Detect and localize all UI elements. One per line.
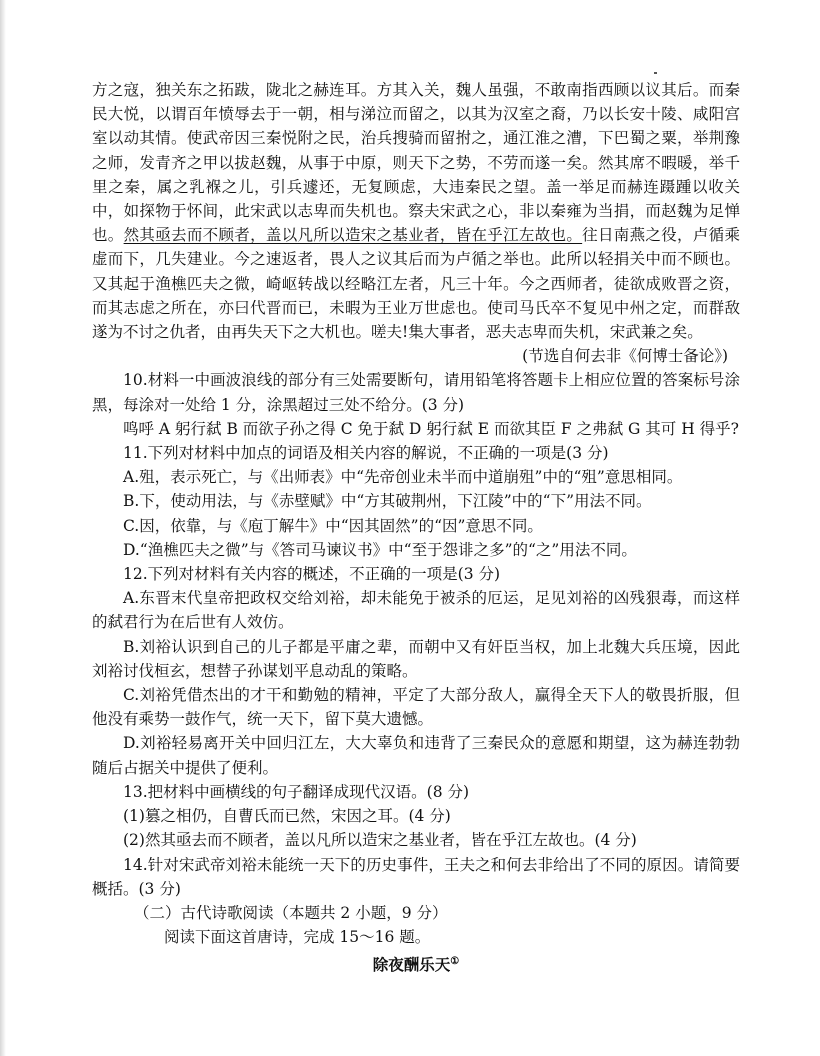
section-heading: （二）古代诗歌阅读（本题共 2 小题，9 分） — [134, 903, 448, 922]
poem-title — [92, 953, 740, 977]
q11-stem: 11.下列对材料中加点的词语及相关内容的解说，不正确的一项是(3 分) — [123, 444, 609, 463]
passage-text-after: 往日南燕之役，卢循乘虚而下，几失建业。今之速返者，畏人之议其后而为卢循之举也。此所以轻捐关中而不顾也。又其起于渔樵匹夫之微，崎岖转战以经略江左者，凡三十年。今之西师者，徒欲成败晋之资，而其志虑之所在，亦曰代晋而已，未暇为王业万世虑也。使司马氏卒不复见中州之定，而群敌遂为不讨之仇者，由再失天下之大机也。嗟夫!集大事者，恶夫志卑而失机，宋武兼之矣。 — [92, 226, 740, 342]
reading-instruction: 阅读下面这首唐诗，完成 15～16 题。 — [164, 928, 431, 947]
q10-options: 鸣呼 A 躬行弑 B 而欲子孙之得 C 免于弑 D 躬行弑 E 而欲其臣 F 之弗弑 G 其可 H 得乎? — [123, 419, 739, 438]
poem-title-text: 除夜酬乐天 — [372, 955, 451, 975]
passage-paragraph — [92, 78, 740, 344]
scan-speck — [654, 72, 657, 74]
q11-option-a: A.殂，表示死亡，与《出师表》中“先帝创业未半而中道崩殂”中的“殂”意思相同。 — [123, 468, 683, 487]
page-edge-shadow — [0, 0, 6, 1056]
q11-option-b: B.下，使动用法，与《赤壁赋》中“方其破荆州，下江陵”中的“下”用法不同。 — [123, 492, 652, 511]
q11-option-c: C.因，依靠，与《庖丁解牛》中“因其固然”的“因”意思不同。 — [123, 516, 543, 535]
q12-stem: 12.下列对材料有关内容的概述，不正确的一项是(3 分) — [123, 565, 501, 584]
q13-stem: 13.把材料中画横线的句子翻译成现代汉语。(8 分) — [123, 782, 470, 801]
q12-option-b: B.刘裕认识到自己的儿子都是平庸之辈，而朝中又有奸臣当权，加上北魏大兵压境，因此刘裕讨伐桓玄，想替子孙谋划平息动乱的策略。 — [92, 637, 740, 680]
q12-option-c: C.刘裕凭借杰出的才干和勤勉的精神，平定了大部分敌人，赢得全天下人的敬畏折服，但他没有乘势一鼓作气，统一天下，留下莫大遗憾。 — [92, 686, 740, 729]
q14-stem: 14.针对宋武帝刘裕未能统一天下的历史事件，王夫之和何去非给出了不同的原因。请简要概括。(3 分) — [92, 855, 740, 898]
footnote-marker: ① — [450, 956, 460, 968]
q12-option-d: D.刘裕轻易离开关中回归江左，大大辜负和违背了三秦民众的意愿和期望，这为赫连勃勃随后占据关中提供了便利。 — [92, 734, 740, 777]
passage-text-before: 方之寇，独关东之拓跋，陇北之赫连耳。方其入关，魏人虽强，不敢南指西顾以议其后。而秦民大悦，以谓百年愤辱去于一朝，相与涕泣而留之，以其为汉室之裔，乃以长安十陵、咸阳宫室以动其情。使武帝因三秦悦附之民，治兵搜骑而留拊之，通江淮之漕，下巴蜀之粟，举荆豫之师，发青齐之甲以拔赵魏，从事于中原，则天下之势，不劳而遂一矣。然其席不暇暖，举千里之秦，属之乳褓之儿，引兵遽还，无复顾虑，大违秦民之望。盖一举足而赫连蹑踵以收关中，如探物于怀间，此宋武以志卑而失机也。察夫宋武之心，非以秦雍为当捐，而赵魏为足惮也。 — [92, 81, 740, 245]
document-body — [92, 78, 740, 978]
q10-stem: 10.材料一中画波浪线的部分有三处需要断句，请用铅笔将答题卡上相应位置的答案标号涂黑，每涂对一处给 1 分，涂黑超过三处不给分。(3 分) — [92, 371, 740, 414]
q11-option-d: D.“渔樵匹夫之微”与《答司马谏议书》中“至于怨诽之多”的“之”用法不同。 — [123, 540, 637, 559]
passage-source: (节选自何去非《何博士备论》) — [522, 347, 728, 366]
q12-option-a: A.东晋末代皇帝把政权交给刘裕，却未能免于被杀的厄运，足见刘裕的凶残狠毒，而这样的弑君行为在后世有人效仿。 — [92, 589, 740, 632]
q13-sentence-2: (2)然其亟去而不顾者，盖以凡所以造宋之基业者，皆在乎江左故也。(4 分) — [123, 831, 637, 850]
q13-sentence-1: (1)篡之相仍，自曹氏而已然，宋因之耳。(4 分) — [123, 807, 451, 826]
underlined-sentence: 然其亟去而不顾者，盖以凡所以造宋之基业者，皆在乎江左故也。 — [123, 226, 583, 245]
